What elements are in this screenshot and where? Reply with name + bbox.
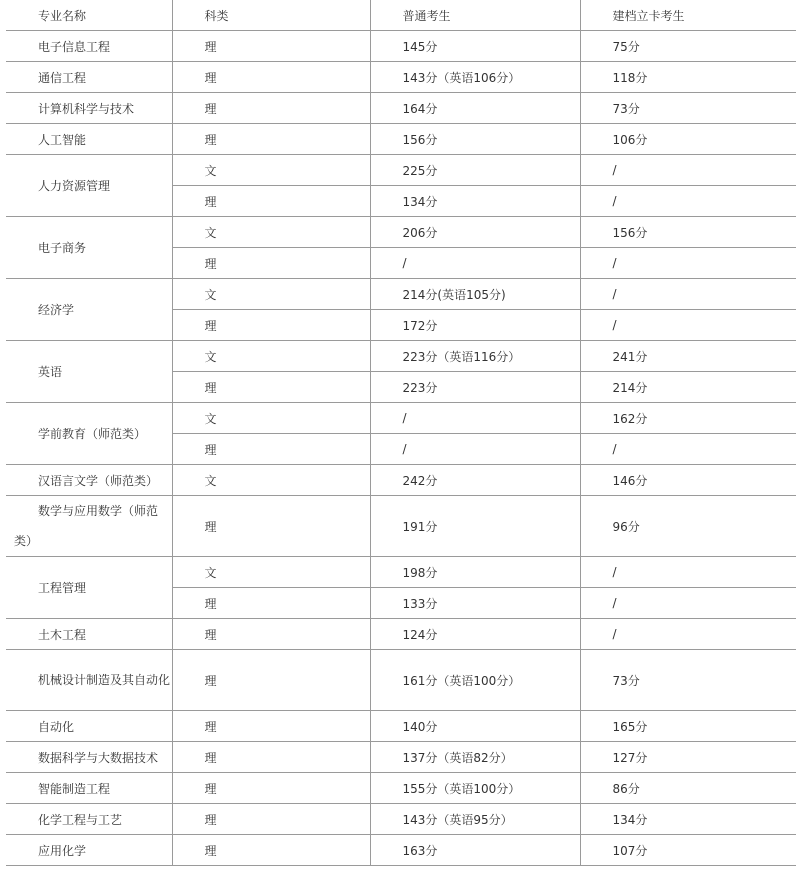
regular-score-cell: / (370, 248, 580, 279)
major-cell: 化学工程与工艺 (6, 804, 172, 835)
regular-score-cell: / (370, 403, 580, 434)
poverty-score-cell: 146分 (580, 465, 796, 496)
major-cell: 机械设计制造及其自动化 (6, 650, 172, 711)
score-table (6, 0, 796, 866)
major-cell: 数据科学与大数据技术 (6, 742, 172, 773)
major-cell: 英语 (6, 341, 172, 403)
regular-score-cell: 124分 (370, 619, 580, 650)
major-cell: 人工智能 (6, 124, 172, 155)
poverty-score-cell: 134分 (580, 804, 796, 835)
regular-score-cell: 163分 (370, 835, 580, 866)
table-row (6, 773, 796, 804)
regular-score-cell: 225分 (370, 155, 580, 186)
table-row (6, 62, 796, 93)
table-row (6, 465, 796, 496)
table-row (6, 93, 796, 124)
table-row (6, 650, 796, 711)
poverty-score-cell: 107分 (580, 835, 796, 866)
header-regular-score: 普通考生 (370, 0, 580, 31)
regular-score-cell: 134分 (370, 186, 580, 217)
poverty-score-cell: / (580, 434, 796, 465)
subject-type-cell: 理 (172, 31, 370, 62)
regular-score-cell: 133分 (370, 588, 580, 619)
subject-type-cell: 理 (172, 496, 370, 557)
subject-type-cell: 理 (172, 619, 370, 650)
major-cell: 经济学 (6, 279, 172, 341)
subject-type-cell: 理 (172, 186, 370, 217)
poverty-score-cell: / (580, 248, 796, 279)
poverty-score-cell: / (580, 588, 796, 619)
poverty-score-cell: / (580, 279, 796, 310)
table-body (6, 31, 796, 866)
major-cell: 应用化学 (6, 835, 172, 866)
subject-type-cell: 文 (172, 279, 370, 310)
regular-score-cell: 206分 (370, 217, 580, 248)
subject-type-cell: 理 (172, 742, 370, 773)
poverty-score-cell: 162分 (580, 403, 796, 434)
header-major: 专业名称 (6, 0, 172, 31)
subject-type-cell: 理 (172, 711, 370, 742)
regular-score-cell: 198分 (370, 557, 580, 588)
regular-score-cell: / (370, 434, 580, 465)
poverty-score-cell: / (580, 155, 796, 186)
table-row (6, 804, 796, 835)
regular-score-cell: 223分 (370, 372, 580, 403)
regular-score-cell: 155分（英语100分） (370, 773, 580, 804)
subject-type-cell: 文 (172, 557, 370, 588)
regular-score-cell: 137分（英语82分） (370, 742, 580, 773)
major-cell: 电子信息工程 (6, 31, 172, 62)
major-cell: 自动化 (6, 711, 172, 742)
poverty-score-cell: 73分 (580, 93, 796, 124)
regular-score-cell: 140分 (370, 711, 580, 742)
regular-score-cell: 156分 (370, 124, 580, 155)
poverty-score-cell: / (580, 310, 796, 341)
poverty-score-cell: 96分 (580, 496, 796, 557)
table-row (6, 217, 796, 248)
table-row (6, 742, 796, 773)
major-cell: 智能制造工程 (6, 773, 172, 804)
subject-type-cell: 理 (172, 310, 370, 341)
subject-type-cell: 文 (172, 341, 370, 372)
poverty-score-cell: 241分 (580, 341, 796, 372)
subject-type-cell: 文 (172, 155, 370, 186)
table-row (6, 155, 796, 186)
major-cell: 人力资源管理 (6, 155, 172, 217)
regular-score-cell: 164分 (370, 93, 580, 124)
major-cell: 电子商务 (6, 217, 172, 279)
subject-type-cell: 文 (172, 217, 370, 248)
table-row (6, 619, 796, 650)
subject-type-cell: 理 (172, 650, 370, 711)
major-cell: 数学与应用数学（师范类） (6, 496, 172, 557)
table-row (6, 403, 796, 434)
regular-score-cell: 191分 (370, 496, 580, 557)
poverty-score-cell: 127分 (580, 742, 796, 773)
poverty-score-cell: 165分 (580, 711, 796, 742)
header-poverty-score: 建档立卡考生 (580, 0, 796, 31)
regular-score-cell: 223分（英语116分） (370, 341, 580, 372)
table-row (6, 835, 796, 866)
table-row (6, 711, 796, 742)
subject-type-cell: 理 (172, 804, 370, 835)
regular-score-cell: 172分 (370, 310, 580, 341)
major-cell: 学前教育（师范类） (6, 403, 172, 465)
poverty-score-cell: 86分 (580, 773, 796, 804)
table-row (6, 496, 796, 557)
table-row (6, 341, 796, 372)
major-cell: 通信工程 (6, 62, 172, 93)
subject-type-cell: 理 (172, 773, 370, 804)
major-cell: 汉语言文学（师范类） (6, 465, 172, 496)
subject-type-cell: 理 (172, 588, 370, 619)
regular-score-cell: 214分(英语105分) (370, 279, 580, 310)
regular-score-cell: 161分（英语100分） (370, 650, 580, 711)
subject-type-cell: 理 (172, 62, 370, 93)
poverty-score-cell: 214分 (580, 372, 796, 403)
table-row (6, 279, 796, 310)
header-subject-type: 科类 (172, 0, 370, 31)
subject-type-cell: 理 (172, 372, 370, 403)
regular-score-cell: 145分 (370, 31, 580, 62)
subject-type-cell: 理 (172, 835, 370, 866)
major-cell: 计算机科学与技术 (6, 93, 172, 124)
poverty-score-cell: 73分 (580, 650, 796, 711)
major-cell: 土木工程 (6, 619, 172, 650)
regular-score-cell: 143分（英语95分） (370, 804, 580, 835)
subject-type-cell: 文 (172, 465, 370, 496)
poverty-score-cell: / (580, 557, 796, 588)
regular-score-cell: 242分 (370, 465, 580, 496)
table-row (6, 124, 796, 155)
subject-type-cell: 理 (172, 124, 370, 155)
subject-type-cell: 理 (172, 248, 370, 279)
poverty-score-cell: / (580, 186, 796, 217)
poverty-score-cell: / (580, 619, 796, 650)
subject-type-cell: 理 (172, 434, 370, 465)
table-row (6, 31, 796, 62)
poverty-score-cell: 75分 (580, 31, 796, 62)
poverty-score-cell: 156分 (580, 217, 796, 248)
table-header-row (6, 0, 796, 31)
table-row (6, 557, 796, 588)
regular-score-cell: 143分（英语106分） (370, 62, 580, 93)
poverty-score-cell: 106分 (580, 124, 796, 155)
poverty-score-cell: 118分 (580, 62, 796, 93)
major-cell: 工程管理 (6, 557, 172, 619)
subject-type-cell: 理 (172, 93, 370, 124)
subject-type-cell: 文 (172, 403, 370, 434)
